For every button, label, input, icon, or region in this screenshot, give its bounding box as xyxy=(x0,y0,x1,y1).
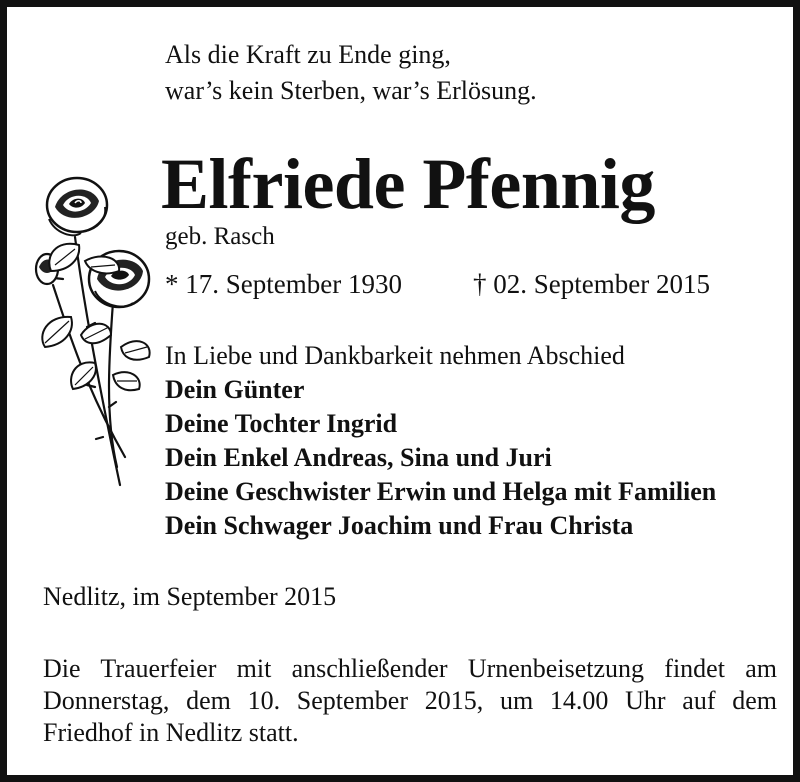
farewell-intro: In Liebe und Dankbarkeit nehmen Abschied xyxy=(165,341,625,370)
motto-line-2: war’s kein Sterben, war’s Erlösung. xyxy=(165,76,537,105)
birth-name: geb. Rasch xyxy=(165,223,275,250)
mourner-name: Deine Geschwister Erwin und Helga mit Familien xyxy=(165,477,717,506)
mourner-name: Dein Schwager Joachim und Frau Christa xyxy=(165,511,634,540)
funeral-notice: Die Trauerfeier mit anschließender Urnenbeisetzung findet am Donnerstag, dem 10. September 2015, um 14.00 Uhr auf dem Friedhof in Nedlitz statt. xyxy=(43,654,777,747)
roses-illustration xyxy=(25,167,157,497)
birth-date: * 17. September 1930 xyxy=(165,269,402,299)
motto-line-1: Als die Kraft zu Ende ging, xyxy=(165,40,451,69)
rose-bloom xyxy=(47,178,107,235)
mourner-name: Dein Günter xyxy=(165,375,305,404)
place-and-date: Nedlitz, im September 2015 xyxy=(43,582,337,611)
death-date: † 02. September 2015 xyxy=(473,269,710,299)
deceased-name: Elfriede Pfennig xyxy=(161,144,655,224)
mourner-name: Deine Tochter Ingrid xyxy=(165,409,398,438)
mourner-name: Dein Enkel Andreas, Sina und Juri xyxy=(165,443,552,472)
